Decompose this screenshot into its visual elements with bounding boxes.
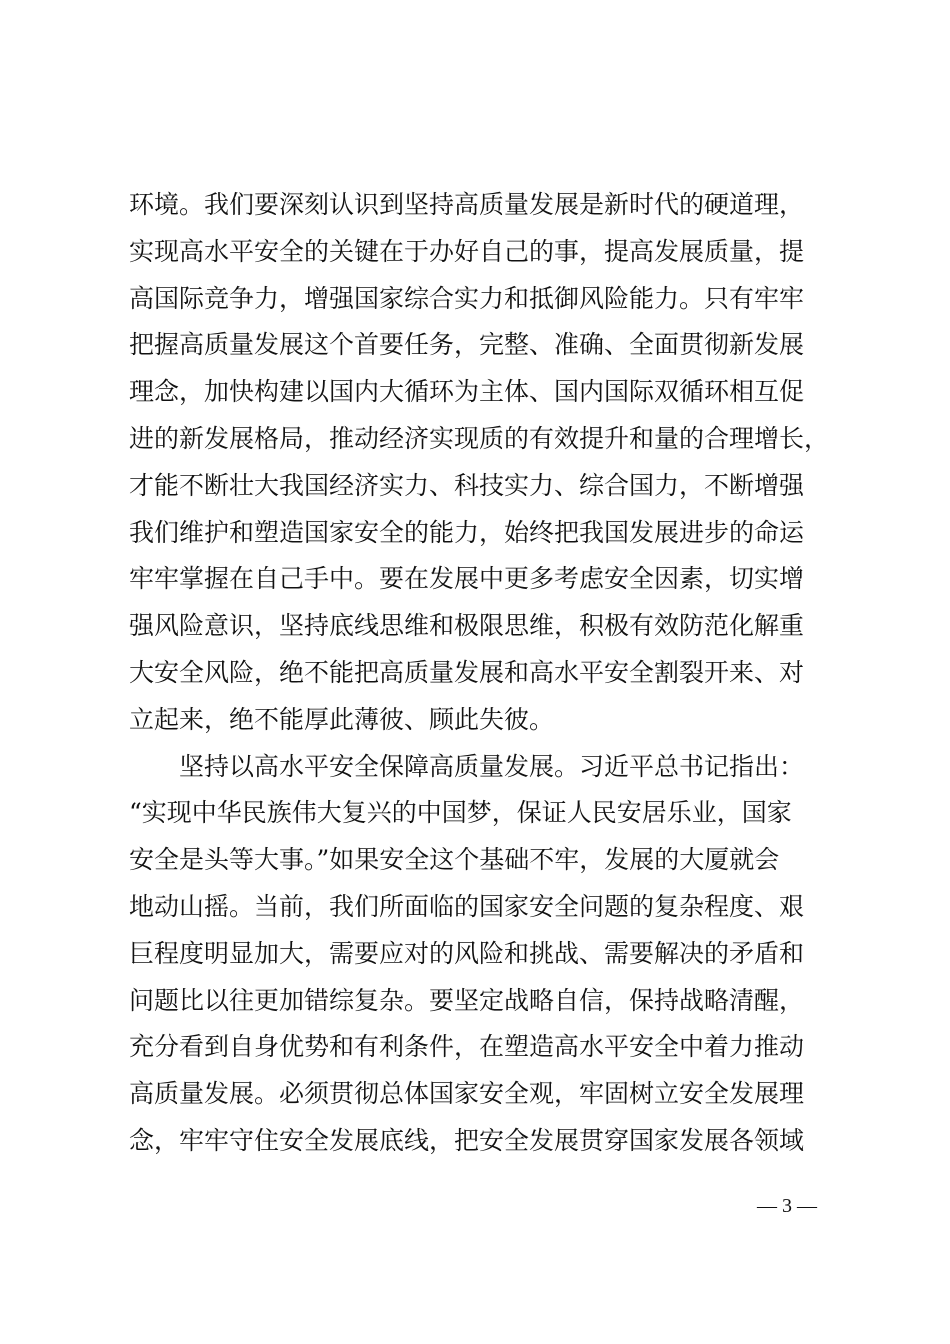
text-line: 环境。我们要深刻认识到坚持高质量发展是新时代的硬道理， (129, 190, 805, 219)
text-line: 立起来，绝不能厚此薄彼、顾此失彼。 (129, 704, 555, 734)
text-line-first: 坚持以高水平安全保障高质量发展。习近平总书记指出： (179, 751, 805, 781)
text-line: 进的新发展格局，推动经济实现质的有效提升和量的合理增长， (129, 423, 830, 453)
paragraph-2 (129, 744, 834, 1165)
text-line: 高质量发展。必须贯彻总体国家安全观，牢固树立安全发展理 (129, 1079, 805, 1109)
text-line: 强风险意识，坚持底线思维和极限思维，积极有效防范化解重 (129, 611, 805, 641)
page-number: — 3 — (757, 1195, 817, 1217)
text-line: 才能不断壮大我国经济实力、科技实力、综合国力，不断增强 (129, 470, 805, 500)
text-line: “实现中华民族伟大复兴的中国梦，保证人民安居乐业，国家 (129, 798, 792, 828)
text-line: 充分看到自身优势和有利条件，在塑造高水平安全中着力推动 (129, 1032, 805, 1062)
text-line: 念，牢牢守住安全发展底线，把安全发展贯穿国家发展各领域 (129, 1125, 805, 1155)
text-line: 高国际竞争力，增强国家综合实力和抵御风险能力。只有牢牢 (129, 283, 805, 313)
text-line: 牢牢掌握在自己手中。要在发展中更多考虑安全因素，切实增 (129, 564, 805, 594)
text-line: 我们维护和塑造国家安全的能力，始终把我国发展进步的命运 (129, 517, 805, 547)
text-line: 地动山摇。当前，我们所面临的国家安全问题的复杂程度、艰 (129, 891, 805, 921)
paragraph-1 (129, 182, 834, 744)
text-line: 大安全风险，绝不能把高质量发展和高水平安全割裂开来、对 (129, 657, 805, 687)
text-line: 理念，加快构建以国内大循环为主体、国内国际双循环相互促 (129, 377, 805, 407)
text-line: 实现高水平安全的关键在于办好自己的事，提高发展质量，提 (129, 236, 805, 266)
text-line: 问题比以往更加错综复杂。要坚定战略自信，保持战略清醒， (129, 985, 805, 1015)
text-line: 把握高质量发展这个首要任务，完整、准确、全面贯彻新发展 (129, 330, 805, 360)
body-text (129, 182, 834, 1165)
text-line: 安全是头等大事。”如果安全这个基础不牢，发展的大厦就会 (129, 845, 780, 875)
text-line: 巨程度明显加大，需要应对的风险和挑战、需要解决的矛盾和 (129, 938, 805, 968)
